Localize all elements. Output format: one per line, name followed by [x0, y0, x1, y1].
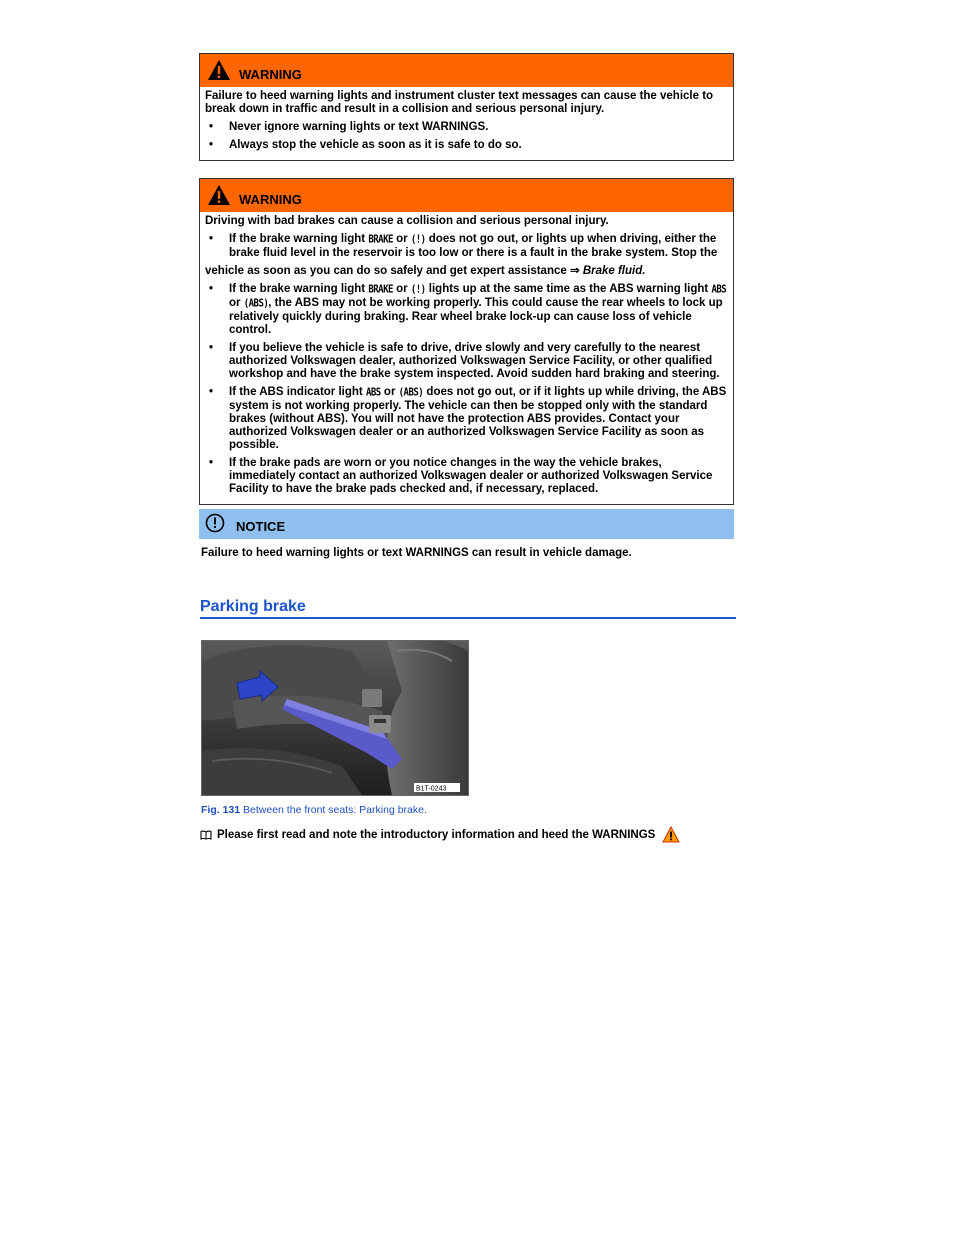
warning-title: WARNING: [239, 67, 302, 82]
warning-intro: Failure to heed warning lights and instrument cluster text messages can cause the vehicle to break down in traffic and result in a collision and serious personal injury.: [205, 90, 714, 115]
warning-box-1: [199, 53, 734, 161]
intro-text: Please first read and note the introductory information and heed the WARNINGS: [217, 828, 656, 841]
warning-header: [200, 54, 733, 87]
notice-header: [199, 509, 734, 539]
warning-bullet: • Always stop the vehicle as soon as it is safe to do so.: [209, 139, 522, 151]
arrow-ref: ⇒: [569, 265, 580, 277]
warning-bullet: • If the brake pads are worn or you notice changes in the way the vehicle brakes, immediately contact an authorized Volkswagen dealer or authorized Volkswagen Service Facility to have the brake pads checked and, if necessary, replaced.: [209, 457, 713, 495]
book-icon: [200, 830, 212, 840]
warning-intro: Driving with bad brakes can cause a collision and serious personal injury.: [205, 215, 609, 227]
notice-exclamation-icon: [205, 513, 225, 533]
parking-brake-illustration: [202, 641, 468, 795]
abs-symbol: ABS: [365, 386, 381, 399]
intro-line: [200, 826, 680, 843]
warning-triangle-icon: [207, 184, 231, 206]
warning-triangle-icon: [207, 59, 231, 81]
warning-box-2: [199, 178, 734, 505]
warning-continuation: vehicle as soon as you can do so safely and get expert assistance ⇒ Brake fluid.: [205, 265, 646, 277]
warning-body: [200, 212, 733, 504]
abs-symbol: ABS: [711, 283, 727, 296]
brake-circle-symbol: (!): [410, 233, 426, 246]
warning-bullet: • If you believe the vehicle is safe to drive, drive slowly and very carefully to the nearest authorized Volkswagen dealer, authorized Volkswagen Service Facility, or other qualified workshop and have the brake system inspected. Avoid sudden hard braking and steering.: [209, 342, 720, 380]
parking-brake-figure: [201, 640, 469, 796]
warning-body: [200, 87, 733, 160]
figure-caption-text: Between the front seats: Parking brake.: [243, 804, 427, 816]
figure-caption: [201, 804, 427, 816]
brake-fluid-link[interactable]: Brake fluid.: [582, 265, 646, 277]
warning-bullet: • Never ignore warning lights or text WARNINGS.: [209, 121, 489, 133]
section-title: Parking brake: [200, 598, 306, 615]
section-divider: [200, 617, 736, 619]
warning-bullet: • If the brake warning light BRAKE or (!) lights up at the same time as the ABS warning light ABS or (ABS), the ABS may not be working properly. This could cause the rear wheels to lock up relatively quickly during braking. Rear wheel brake lock-up can cause loss of vehicle control.: [209, 283, 727, 336]
figure-label: Fig. 131: [201, 804, 241, 816]
abs-circle-symbol: (ABS): [243, 297, 269, 310]
figure-code: B1T-0243: [416, 785, 447, 793]
brake-circle-symbol: (!): [410, 283, 426, 296]
warning-bullet: • If the brake warning light BRAKE or (!) does not go out, or lights up when driving, either the brake fluid level in the reservoir is too low or there is a fault in the brake system. Stop the: [209, 233, 718, 259]
notice-text: Failure to heed warning lights or text WARNINGS can result in vehicle damage.: [201, 547, 632, 559]
abs-circle-symbol: (ABS): [398, 386, 424, 399]
brake-symbol: BRAKE: [368, 283, 393, 296]
brake-symbol: BRAKE: [368, 233, 393, 246]
notice-title: NOTICE: [236, 519, 286, 534]
warning-bullet: • If the ABS indicator light ABS or (ABS) does not go out, or if it lights up while driving, the ABS system is not working properly. The vehicle can then be stopped only with the standard brakes (without ABS). You will not have the protection ABS provides. Contact your authorized Volkswagen dealer or an authorized Volkswagen Service Facility as soon as possible.: [209, 386, 727, 451]
warning-triangle-icon[interactable]: [662, 826, 680, 843]
warning-header: [200, 179, 733, 212]
warning-title: WARNING: [239, 192, 302, 207]
